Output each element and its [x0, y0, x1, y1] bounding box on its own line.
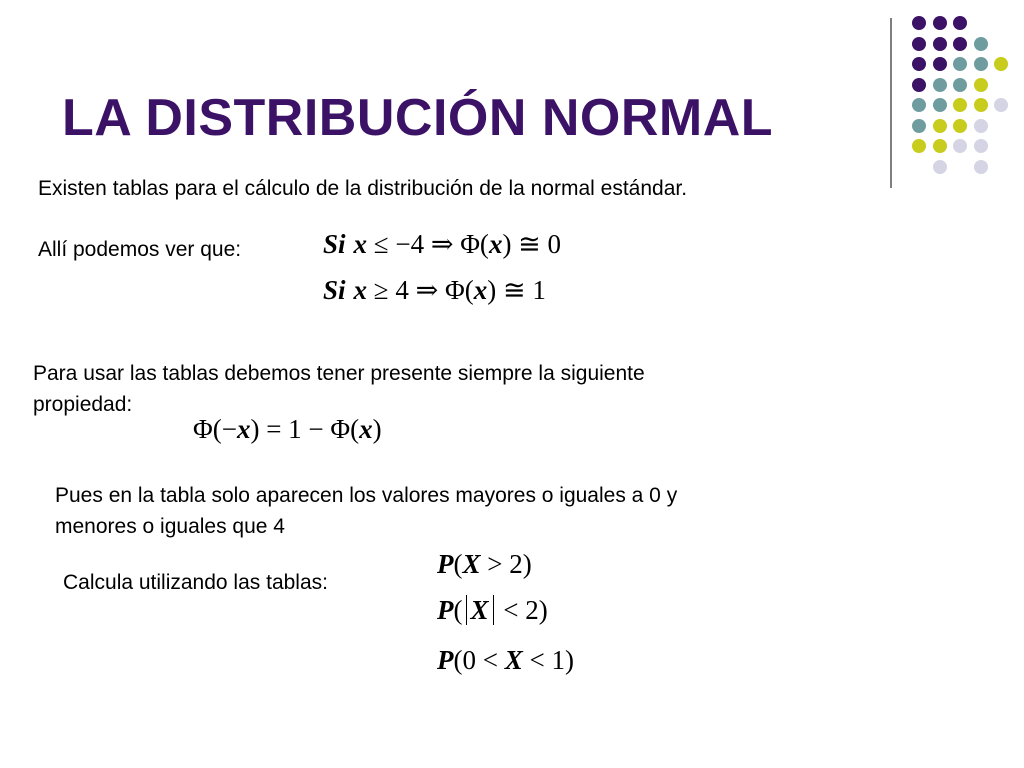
eq1-x2: x	[488, 229, 503, 259]
eq2-x2: x	[473, 275, 488, 305]
decorative-dot	[953, 139, 967, 153]
p1-x: X	[462, 549, 481, 579]
decorative-dot	[933, 98, 947, 112]
equation-2	[323, 274, 546, 306]
decorative-dot	[933, 139, 947, 153]
decorative-dot	[994, 98, 1008, 112]
probability-3	[437, 644, 574, 676]
p2-rest: < 2)	[496, 595, 548, 625]
probability-1	[437, 548, 532, 580]
decorative-dot	[994, 57, 1008, 71]
decorative-dot	[953, 119, 967, 133]
decorative-dot	[912, 78, 926, 92]
decorative-dot	[933, 160, 947, 174]
equation-property	[193, 413, 382, 445]
decorative-dot	[974, 160, 988, 174]
p1-open: (	[453, 549, 463, 579]
eq3-x2: x	[359, 414, 373, 444]
slide-title: LA DISTRIBUCIÓN NORMAL	[62, 89, 774, 147]
pues-line-1: Pues en la tabla solo aparecen los valores mayores o iguales a 0 y	[55, 484, 678, 507]
propiedad-line-1: Para usar las tablas debemos tener presente siempre la siguiente	[33, 362, 645, 385]
eq1-si: Si	[323, 229, 346, 259]
eq1-x: x	[353, 229, 368, 259]
p2-p: P	[437, 595, 454, 625]
decorative-dot	[912, 37, 926, 51]
p2-x: X	[470, 595, 489, 625]
eq3-c: )	[372, 414, 382, 444]
p2-open: (	[453, 595, 463, 625]
propiedad-line-2: propiedad:	[33, 393, 133, 416]
decorative-dot	[953, 57, 967, 71]
decorative-dot	[912, 98, 926, 112]
equation-1	[323, 228, 561, 260]
decorative-dot	[933, 16, 947, 30]
decorative-dot	[974, 119, 988, 133]
eq2-rel: ≥ 4 ⇒ Φ(	[373, 275, 474, 305]
decorative-dot	[974, 78, 988, 92]
eq3-a: Φ(−	[193, 414, 237, 444]
decorative-dot	[933, 37, 947, 51]
eq2-x: x	[353, 275, 368, 305]
p1-p: P	[437, 549, 454, 579]
eq1-rel: ≤ −4 ⇒ Φ(	[373, 229, 489, 259]
eq3-x: x	[236, 414, 251, 444]
decorative-dot	[974, 139, 988, 153]
eq1-rhs: ) ≅ 0	[502, 229, 562, 259]
decorative-dot	[953, 37, 967, 51]
decorative-dot	[953, 16, 967, 30]
calcula-label: Calcula utilizando las tablas:	[63, 571, 328, 594]
probability-2	[437, 594, 548, 626]
eq2-si: Si	[323, 275, 346, 305]
decorative-dot	[974, 37, 988, 51]
decorative-dot	[912, 119, 926, 133]
decorative-dot	[912, 16, 926, 30]
decorative-dot	[933, 78, 947, 92]
decorative-dot	[974, 98, 988, 112]
p2-abs	[466, 595, 494, 625]
alli-label: Allí podemos ver que:	[38, 238, 242, 261]
p3-x: X	[504, 645, 523, 675]
p1-rest: > 2)	[480, 549, 532, 579]
decorative-dot	[953, 98, 967, 112]
pues-line-2: menores o iguales que 4	[55, 515, 285, 538]
divider-line	[890, 18, 892, 188]
decorative-dot	[974, 57, 988, 71]
p3-p: P	[437, 645, 454, 675]
decorative-dot	[912, 57, 926, 71]
eq2-rhs: ) ≅ 1	[487, 275, 546, 305]
eq3-b: ) = 1 − Φ(	[250, 414, 360, 444]
decorative-dot	[933, 119, 947, 133]
p3-open: (0 <	[453, 645, 505, 675]
p3-rest: < 1)	[522, 645, 574, 675]
intro-text: Existen tablas para el cálculo de la distribución de la normal estándar.	[38, 177, 688, 200]
decorative-dot	[953, 78, 967, 92]
decorative-dot	[933, 57, 947, 71]
decorative-dot	[912, 139, 926, 153]
